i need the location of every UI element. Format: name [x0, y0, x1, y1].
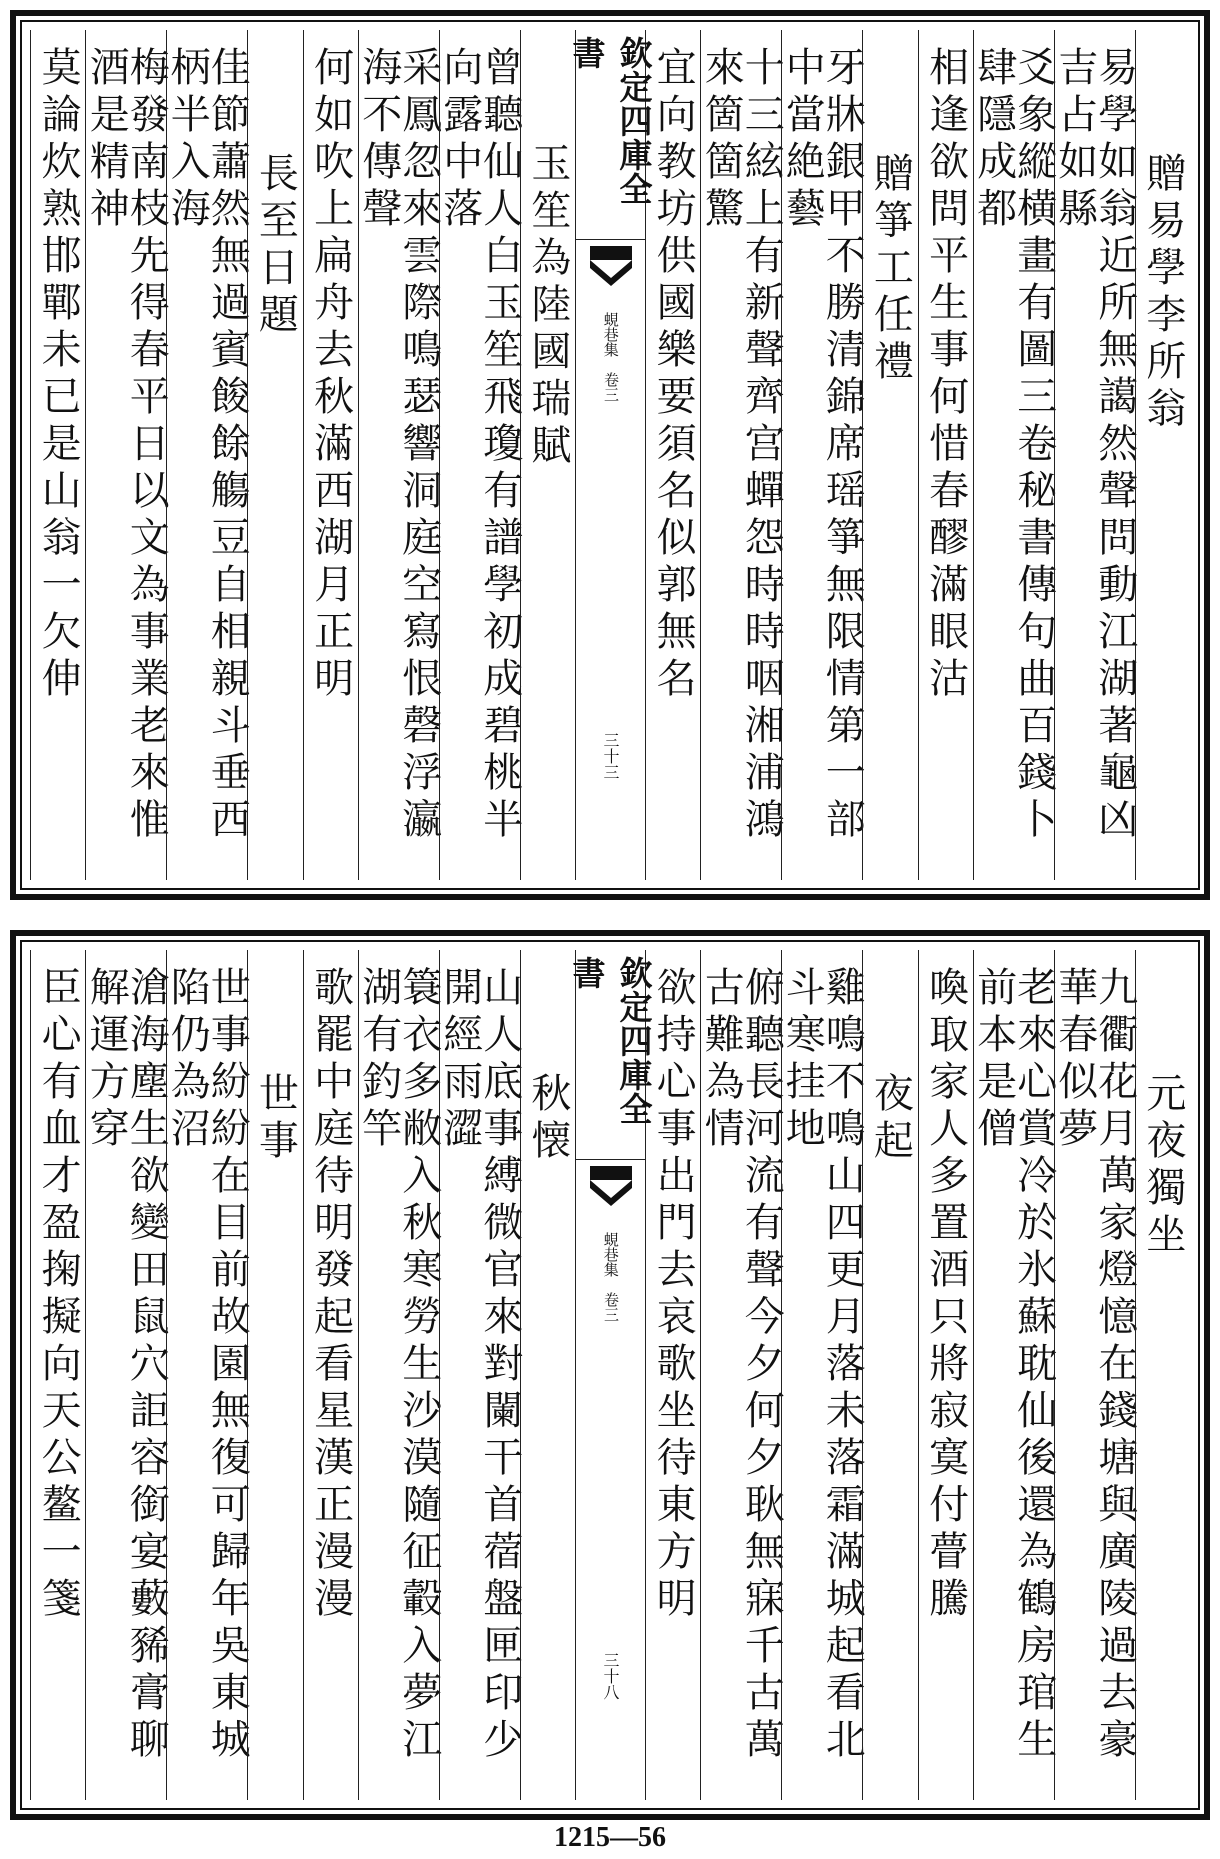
book-title: 欽定四庫全書 — [576, 30, 645, 240]
text-column: 何如吹上扁舟去秋滿西湖月正明 — [303, 30, 358, 880]
text-column: 九衢花月萬家燈憶在錢塘與廣陵過去豪華春似夢 — [1054, 950, 1135, 1800]
juan-number: 卷三 — [602, 372, 620, 402]
poem-title: 玉笙為陸國瑞賦 — [520, 30, 575, 880]
poem-title: 贈箏工任禮 — [862, 30, 917, 880]
poem-title: 夜起 — [862, 950, 917, 1800]
leaf-number: 三十八 — [601, 1652, 620, 1700]
text-column: 世事紛紛在目前故園無復可歸年吳東城陷仍為沼 — [166, 950, 247, 1800]
text-column: 曾聽仙人白玉笙飛瓊有譜學初成碧桃半向露中落 — [439, 30, 520, 880]
text-column: 采鳳忽來雲際鳴瑟響洞庭空寫恨磬浮瀛海不傳聲 — [358, 30, 439, 880]
book-page-bottom — [10, 930, 1210, 1820]
juan-number: 卷三 — [602, 1292, 620, 1322]
text-column: 易學如翁近所無譪然聲問動江湖著龜凶吉占如縣 — [1054, 30, 1135, 880]
text-column: 臣心有血才盈掬擬向天公鳌一箋 — [30, 950, 85, 1800]
collection-name: 蜆巷集 — [601, 312, 620, 357]
text-column: 牙牀銀甲不勝清錦席瑶箏無限情第一部中當絶藝 — [781, 30, 862, 880]
page-columns — [30, 30, 1190, 880]
poem-title: 秋懐 — [520, 950, 575, 1800]
leaf-number: 三十三 — [601, 732, 620, 780]
right-half — [645, 30, 1190, 880]
text-column: 滄海塵生欲變田鼠穴詎容銜宴藪豨膏聊解運方穿 — [85, 950, 166, 1800]
left-half — [30, 950, 575, 1800]
text-column: 簑衣多敝入秋寒勞生沙漠隨征轂入夢江湖有釣竿 — [358, 950, 439, 1800]
text-column: 俯聽長河流有聲今夕何夕耿無寐千古萬古難為情 — [700, 950, 781, 1800]
text-column: 欲持心事出門去哀歌坐待東方明 — [645, 950, 700, 1800]
right-half — [645, 950, 1190, 1800]
page-columns — [30, 950, 1190, 1800]
left-half — [30, 30, 575, 880]
text-column: 宜向教坊供國樂要須名似郭無名 — [645, 30, 700, 880]
text-column: 爻象縱横畫有圖三卷秘書傳句曲百錢卜肆隱成都 — [973, 30, 1054, 880]
text-column: 雞鳴不鳴山四更月落未落霜滿城起看北斗寒挂地 — [781, 950, 862, 1800]
poem-title: 長至日題 — [247, 30, 302, 880]
book-page-top — [10, 10, 1210, 900]
text-column: 歌罷中庭待明發起看星漢正漫漫 — [303, 950, 358, 1800]
page-number: 1215—56 — [554, 1822, 666, 1853]
text-column: 佳節蕭然無過賓餕餘觴豆自相親斗垂西柄半入海 — [166, 30, 247, 880]
poem-title: 贈易學李所翁 — [1135, 30, 1190, 880]
poem-title: 元夜獨坐 — [1135, 950, 1190, 1800]
text-column: 莫論炊熟邯鄲未已是山翁一欠伸 — [30, 30, 85, 880]
text-column: 梅發南枝先得春平日以文為事業老來惟酒是精神 — [85, 30, 166, 880]
fish-tail-mark-icon — [590, 246, 632, 294]
book-title: 欽定四庫全書 — [576, 950, 645, 1160]
collection-name: 蜆巷集 — [601, 1232, 620, 1277]
text-column: 山人底事縛微官來對闌干首蓿盤匣印少開經雨澀 — [439, 950, 520, 1800]
center-fold — [567, 30, 654, 880]
poem-title: 世事 — [247, 950, 302, 1800]
text-column: 喚取家人多置酒只將寂寞付瞢騰 — [918, 950, 973, 1800]
text-column: 十三絃上有新聲齊宫蟬怨時時咽湘浦鴻來箇箇驚 — [700, 30, 781, 880]
text-column: 相逢欲問平生事何惜春醪滿眼沽 — [918, 30, 973, 880]
fish-tail-mark-icon — [590, 1166, 632, 1214]
center-fold — [567, 950, 654, 1800]
text-column: 老來心賞冷於氷蘇耽仙後還為鶴房琯生前本是僧 — [973, 950, 1054, 1800]
